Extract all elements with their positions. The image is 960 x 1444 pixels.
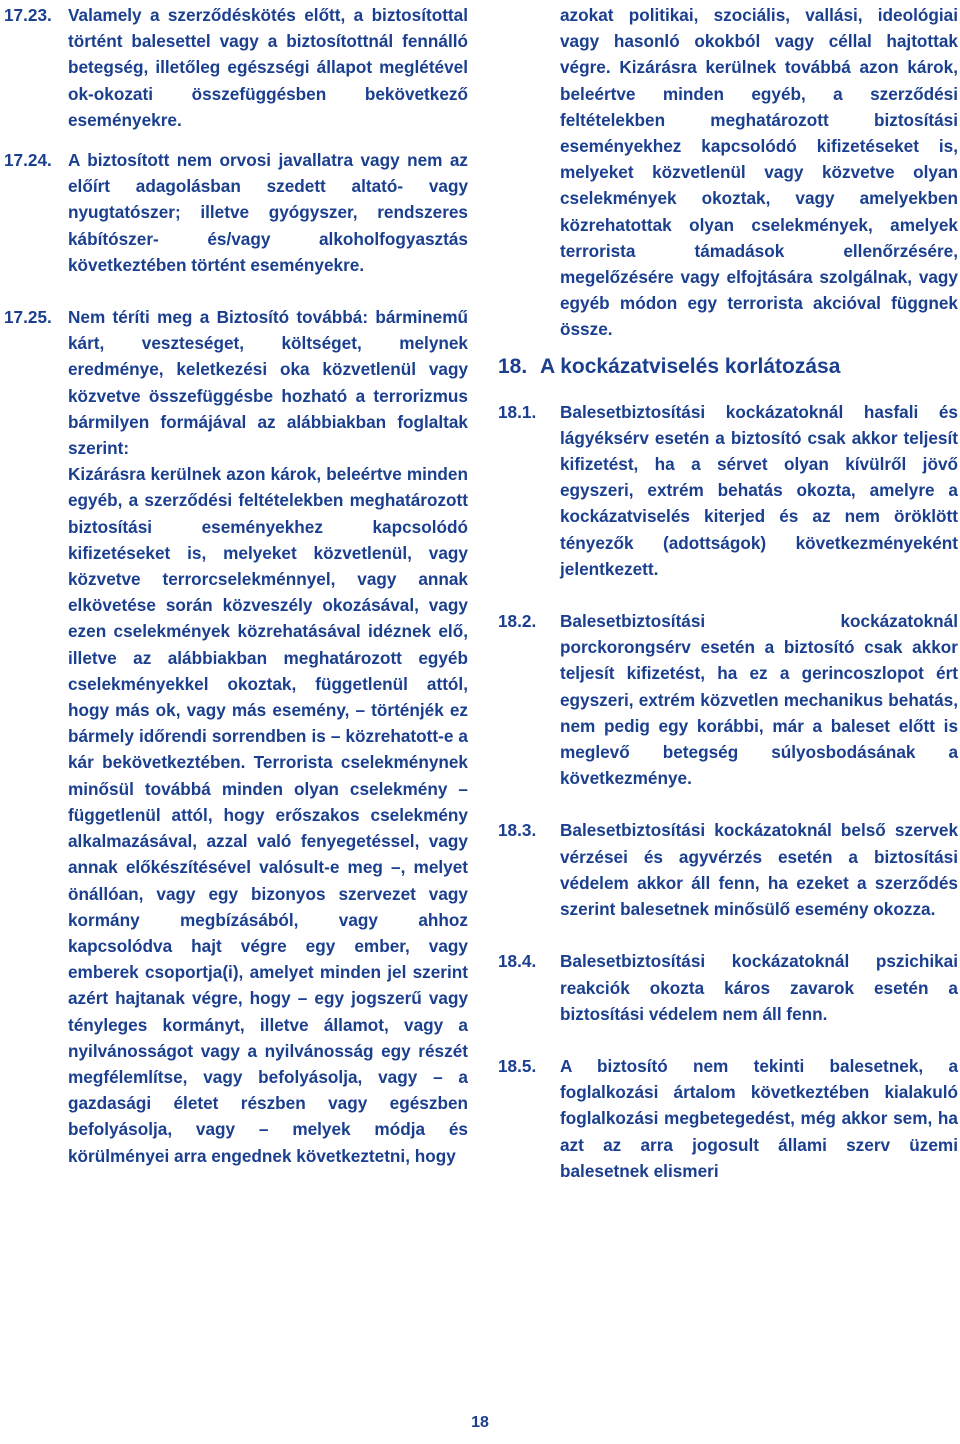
- clause-number: 17.23.: [4, 5, 52, 25]
- clause-number: 18.2.: [498, 611, 537, 632]
- clause-18-3: [498, 817, 958, 922]
- page-number: 18: [471, 1414, 489, 1431]
- clause-paragraph: Kizárásra kerülnek azon károk, beleértve minden egyéb, a szerződési feltételekben meghatározott biztosítási eseményekhez kapcsolódó kifizetéseket is, melyeket közvetlenül, vagy közvetve terrorcselekménnyel, vagy annak elkövetése során közveszély okozásával, vagy ezen cselekmények közrehatásával idéznek elő, illetve az alábbiakban meghatározott egyéb cselekményekkel okoztak, függetlenül attól, hogy más ok, vagy más esemény, – történjék ez bármely időrendi sorrendben is – közrehatott-e a kár bekövetkeztében. Terrorista cselekménynek minősül továbbá minden olyan cselekmény – függetlenül attól, hogy erőszakos cselekmény alkalmazásával, azzal való fenyegetéssel, vagy annak előkészítésével valósult-e meg –, melyet önállóan, vagy egy bizonyos szervezet vagy kormány megbízásából, vagy ahhoz kapcsolódva hajt végre egy ember, vagy emberek csoportja(i), amelyet minden jel szerint azért hajtanak végre, hogy – egy jogszerű vagy tényleges kormányt, illetve államot, vagy a nyilvánosságot vagy a nyilvánosság egy részét megfélemlítse, vagy befolyásolja, vagy – a gazdasági életet részben vagy egészben befolyásolja, vagy – melyek módja és körülményei arra engednek következtetni, hogy: [68, 464, 468, 1166]
- continuation-text: azokat politikai, szociális, vallási, ideológiai vagy hasonló okokból vagy céllal hajtottak végre. Kizárásra kerülnek továbbá azon károk, beleértve minden egyéb, a szerződési feltételekben meghatározott biztosítási eseményekhez kapcsolódó kifizetéseket is, melyeket közvetlenül vagy közvetve olyan cselekmények okoztak, vagy amelyekben közrehatottak olyan cselekmények, amelyek terrorista támadások ellenőrzésére, megelőzésére vagy elfojtására szolgálnak, vagy egyéb módon egy terrorista akcióval függnek össze.: [560, 5, 958, 340]
- section-heading: [498, 353, 958, 381]
- clause-18-1: [498, 399, 958, 582]
- clause-text: [68, 2, 468, 133]
- clause-17-23: [4, 2, 468, 133]
- right-column: [498, 2, 958, 1184]
- clause-17-24: [4, 147, 468, 278]
- clause-number: 18.4.: [498, 951, 537, 972]
- section-number: 18.: [498, 354, 528, 378]
- clause-number: 18.3.: [498, 820, 537, 841]
- clause-text: [68, 304, 468, 1169]
- clause-paragraph: Valamely a szerződéskötés előtt, a biztosítottal történt balesettel vagy a biztosítottnál fennálló betegség, illetőleg egészségi állapot meglétével ok-okozati összefüggésben bekövetkező eseményekre.: [68, 5, 468, 130]
- clause-number: 18.1.: [498, 401, 537, 422]
- clause-text: Balesetbiztosítási kockázatoknál hasfali és lágyéksérv esetén a biztosító csak akkor teljesít kifizetést, ha a sérvet olyan kívülről jövő egyszeri, extrém behatás okozta, amelyre a kockázatviselés kiterjed és az nem öröklött tényezők (adottságok) következményeként jelentkezett.: [560, 401, 958, 579]
- clause-text: Balesetbiztosítási kockázatoknál porckorongsérv esetén a biztosító csak akkor teljesít kifizetést, ha ez a gerincoszlopot ért egyszeri, extrém közvetlen mechanikus behatás, nem pedig egy korábbi, már a baleset előtt is meglevő betegség súlyosbodásának a következménye.: [560, 611, 958, 789]
- clause-number: 17.25.: [4, 307, 52, 328]
- clause-paragraph: A biztosított nem orvosi javallatra vagy nem az előírt adagolásban szedett altató- vagy nyugtatószer; illetve gyógyszer, rendszeres kábítószer- és/vagy alkoholfogyasztás következtében történt eseményekre.: [68, 150, 468, 275]
- clause-text: Balesetbiztosítási kockázatoknál belső szervek vérzései és agyvérzés esetén a biztosítási védelem akkor áll fenn, ha ezeket a szerződés szerint balesetnek minősülő esemény okozza.: [560, 820, 958, 920]
- clause-text: Balesetbiztosítási kockázatoknál pszichikai reakciók okozta káros zavarok esetén a biztosítási védelem nem áll fenn.: [560, 951, 958, 1024]
- clause-18-4: [498, 948, 958, 1027]
- clause-number: 17.24.: [4, 150, 52, 171]
- clause-number: 18.5.: [498, 1055, 537, 1076]
- left-column: [4, 2, 468, 1169]
- clause-paragraph: Nem téríti meg a Biztosító továbbá: bárminemű kárt, veszteséget, költséget, melynek eredménye, keletkezési oka közvetlenül vagy közvetve összefüggésbe hozható a terrorizmus bármilyen formájával az alábbiakban foglaltak szerint:: [68, 307, 468, 459]
- clause-18-2: [498, 608, 958, 791]
- clause-18-5: [498, 1053, 958, 1184]
- clause-text: A biztosító nem tekinti balesetnek, a foglalkozási ártalom következtében kialakuló foglalkozási megbetegedést, még akkor sem, ha azt az arra jogosult állami szerv üzemi balesetnek elismeri: [560, 1055, 958, 1181]
- section-title: A kockázatviselés korlátozása: [540, 354, 841, 378]
- clause-17-25: [4, 304, 468, 1169]
- clause-text: [68, 147, 468, 278]
